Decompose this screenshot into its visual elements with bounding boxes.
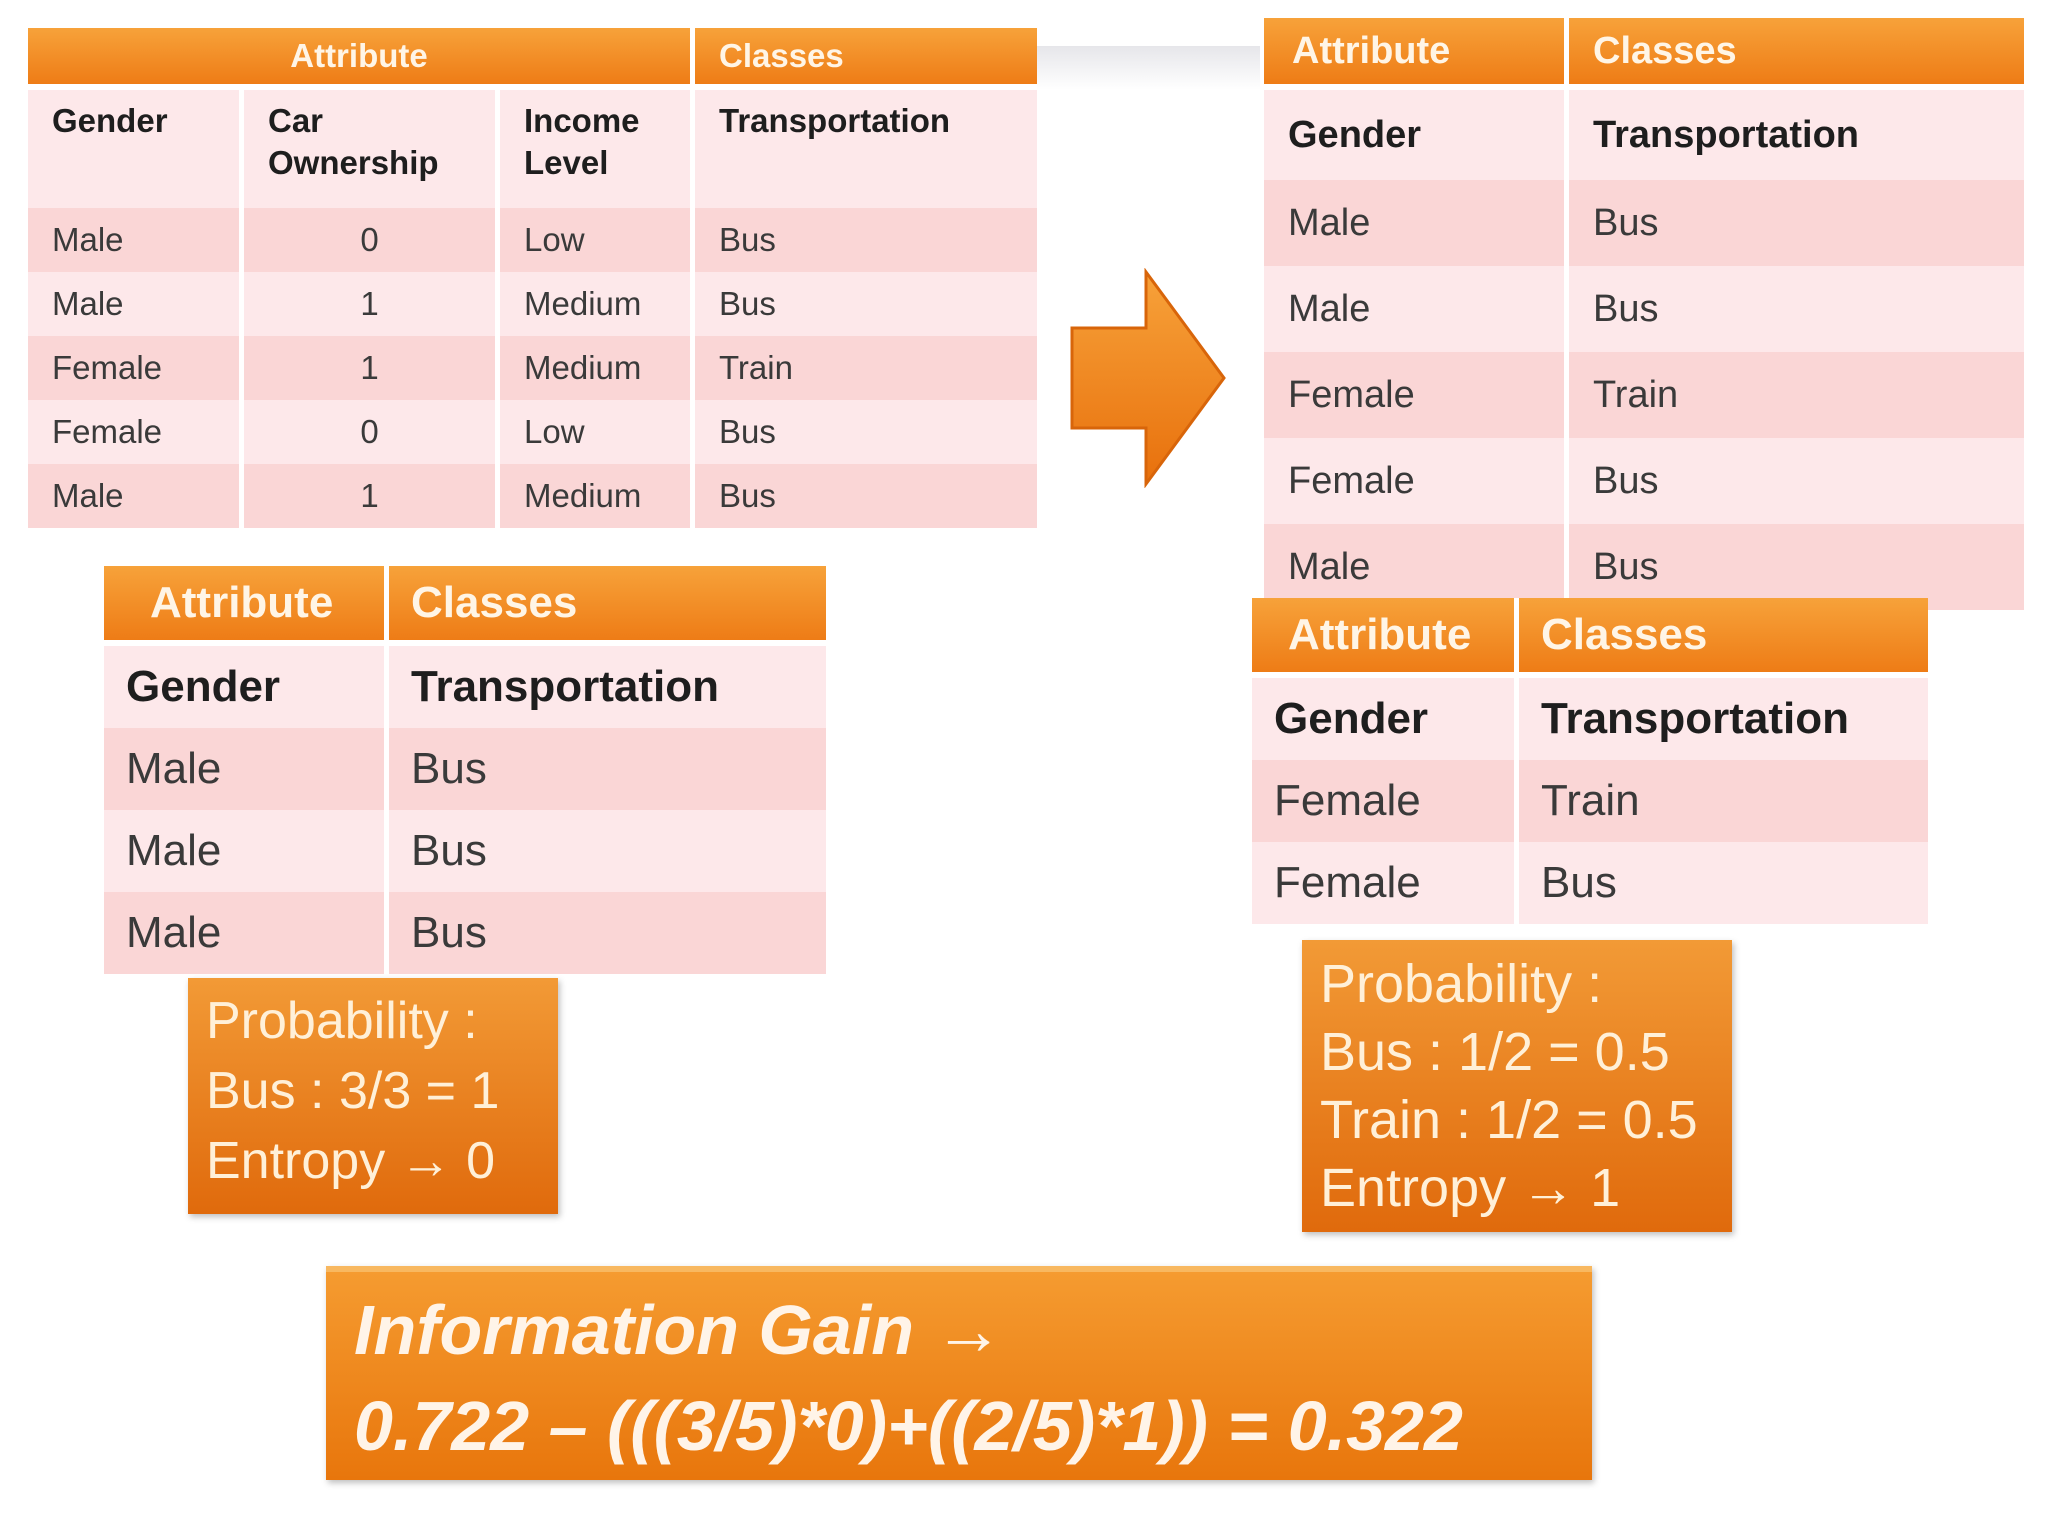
cell-transportation: Bus xyxy=(1564,266,2024,352)
column-header-gender: Gender xyxy=(28,90,239,208)
cell-income-level: Medium xyxy=(495,272,690,336)
cell-car-ownership: 1 xyxy=(239,272,495,336)
cell-income-level: Low xyxy=(495,208,690,272)
table-row xyxy=(28,400,1037,464)
background-sheen xyxy=(1030,46,1260,90)
column-header-gender: Gender xyxy=(1264,90,1564,180)
right-arrow-icon xyxy=(1068,268,1228,488)
information-gain-title: Information Gain → xyxy=(354,1291,1004,1369)
cell-transportation: Bus xyxy=(690,208,1037,272)
dataset-table xyxy=(28,28,1037,528)
cell-gender: Male xyxy=(1264,266,1564,352)
cell-transportation: Bus xyxy=(384,810,826,892)
column-header-gender: Gender xyxy=(1252,678,1514,760)
cell-income-level: Medium xyxy=(495,464,690,528)
group-header-attribute: Attribute xyxy=(1264,18,1564,90)
information-gain-box xyxy=(326,1266,1592,1480)
cell-transportation: Bus xyxy=(1564,180,2024,266)
column-header-row xyxy=(1252,678,1928,760)
table-row xyxy=(1264,266,2024,352)
gender-transport-table xyxy=(1264,18,2024,610)
cell-gender: Male xyxy=(104,728,384,810)
male-subset-table xyxy=(104,566,826,974)
cell-gender: Male xyxy=(104,892,384,974)
table-row xyxy=(104,892,826,974)
cell-gender: Female xyxy=(1252,842,1514,924)
cell-gender: Male xyxy=(28,464,239,528)
cell-income-level: Medium xyxy=(495,336,690,400)
table-row xyxy=(28,272,1037,336)
cell-gender: Female xyxy=(1252,760,1514,842)
cell-gender: Female xyxy=(1264,438,1564,524)
table-row xyxy=(28,336,1037,400)
cell-transportation: Bus xyxy=(1514,842,1928,924)
table-row xyxy=(28,464,1037,528)
cell-gender: Male xyxy=(104,810,384,892)
cell-transportation: Bus xyxy=(690,272,1037,336)
table-row xyxy=(28,208,1037,272)
cell-transportation: Train xyxy=(1564,352,2024,438)
cell-transportation: Bus xyxy=(384,892,826,974)
column-header-transportation: Transportation xyxy=(1564,90,2024,180)
cell-car-ownership: 0 xyxy=(239,208,495,272)
cell-transportation: Train xyxy=(1514,760,1928,842)
column-header-row xyxy=(1264,90,2024,180)
probability-title: Probability : xyxy=(1320,954,1603,1014)
column-header-row xyxy=(104,646,826,728)
table-row xyxy=(1252,760,1928,842)
cell-transportation: Train xyxy=(690,336,1037,400)
cell-gender: Female xyxy=(28,336,239,400)
cell-gender: Male xyxy=(1264,180,1564,266)
cell-car-ownership: 1 xyxy=(239,464,495,528)
group-header-classes: Classes xyxy=(690,28,1037,90)
column-header-car-ownership: Car Ownership xyxy=(239,90,495,208)
cell-car-ownership: 1 xyxy=(239,336,495,400)
male-probability-box xyxy=(188,978,558,1214)
cell-transportation: Bus xyxy=(690,464,1037,528)
column-header-income-level: Income Level xyxy=(495,90,690,208)
column-header-transportation: Transportation xyxy=(384,646,826,728)
table-row xyxy=(1264,180,2024,266)
table-row xyxy=(1264,438,2024,524)
column-header-transportation: Transportation xyxy=(1514,678,1928,760)
group-header-attribute: Attribute xyxy=(1252,598,1514,678)
table-row xyxy=(1264,352,2024,438)
cell-car-ownership: 0 xyxy=(239,400,495,464)
cell-transportation: Bus xyxy=(1564,438,2024,524)
female-probability-box xyxy=(1302,940,1732,1232)
cell-gender: Male xyxy=(28,272,239,336)
group-header-classes: Classes xyxy=(1514,598,1928,678)
cell-gender: Male xyxy=(28,208,239,272)
group-header-attribute: Attribute xyxy=(104,566,384,646)
cell-gender: Female xyxy=(28,400,239,464)
probability-title: Probability : xyxy=(206,992,478,1050)
group-header-classes: Classes xyxy=(1564,18,2024,90)
column-header-row xyxy=(28,90,1037,208)
cell-transportation: Bus xyxy=(690,400,1037,464)
table-row xyxy=(104,810,826,892)
cell-transportation: Bus xyxy=(384,728,826,810)
column-header-transportation: Transportation xyxy=(690,90,1037,208)
cell-income-level: Low xyxy=(495,400,690,464)
table-row xyxy=(104,728,826,810)
cell-transportation: Bus xyxy=(1564,524,2024,610)
cell-gender: Male xyxy=(1264,524,1564,610)
entropy-line: Entropy → 0 xyxy=(206,1132,496,1190)
column-header-gender: Gender xyxy=(104,646,384,728)
group-header-attribute: Attribute xyxy=(28,28,690,90)
probability-line: Bus : 1/2 = 0.5 xyxy=(1320,1022,1670,1082)
probability-line: Bus : 3/3 = 1 xyxy=(206,1062,500,1120)
table-row xyxy=(1252,842,1928,924)
group-header-classes: Classes xyxy=(384,566,826,646)
probability-line: Train : 1/2 = 0.5 xyxy=(1320,1090,1698,1150)
cell-gender: Female xyxy=(1264,352,1564,438)
information-gain-formula: 0.722 – (((3/5)*0)+((2/5)*1)) = 0.322 xyxy=(354,1387,1463,1465)
female-subset-table xyxy=(1252,598,1928,924)
entropy-line: Entropy → 1 xyxy=(1320,1158,1621,1218)
